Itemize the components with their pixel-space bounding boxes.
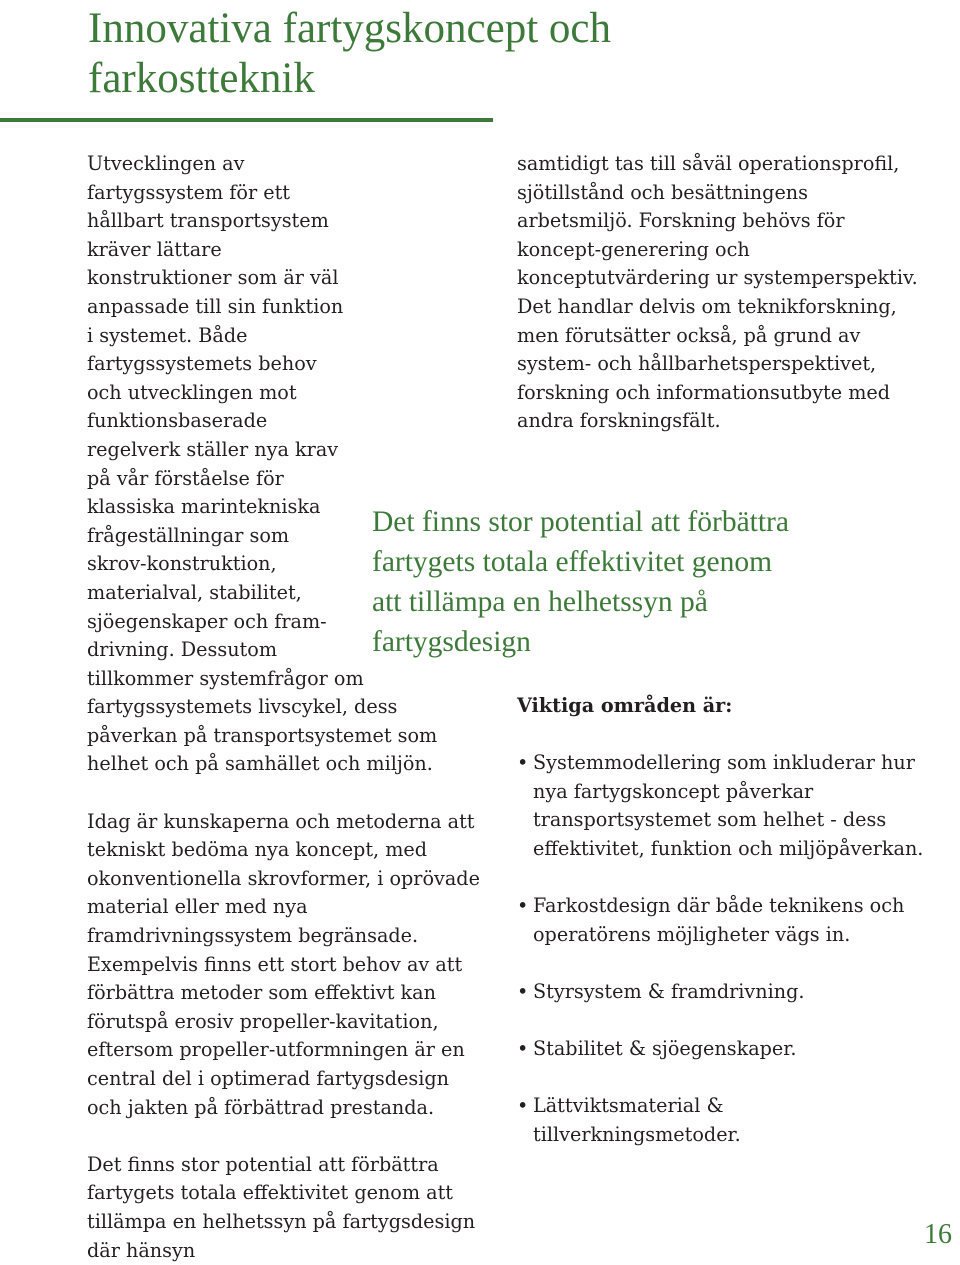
- body-paragraph-2: Idag är kunskaperna och metoderna att tekniskt bedöma nya koncept, med okonventionella skrovformer, i oprövade material eller med nya framdrivningssystem begränsade. Exempelvis finns ett stort behov av att förbättra metoder som effektivt kan förutspå erosiv propeller-kavitation, eftersom propeller-utformningen är en central del i optimerad fartygsdesign och jakten på förbättrad prestanda.: [87, 809, 480, 1119]
- bullet-icon: •: [517, 751, 529, 775]
- list-item-text: Styrsystem & framdrivning.: [533, 979, 805, 1003]
- list-item: [517, 978, 927, 1007]
- list-item: [517, 749, 927, 863]
- left-column: [87, 150, 487, 1265]
- key-areas-list: [517, 749, 927, 1149]
- bullet-icon: •: [517, 979, 529, 1003]
- body-paragraph-1: Utvecklingen av fartygssystem för ett hållbart transportsystem kräver lättare konstruktioner som är väl anpassade till sin funktion i systemet. Både fartygssystemets behov och utvecklingen mot funktionsbaserade regelverk ställer nya krav på vår förståelse för klassiska marintekniska frågeställningar som skrov-konstruktion, materialval, stabilitet, sjöegenskaper och fram-drivning. Dessutom tillkommer systemfrågor om fartygssystemets livscykel, dess påverkan på transportsystemet som helhet och på samhället och miljön.: [87, 152, 438, 776]
- key-areas-section: [517, 692, 927, 1178]
- bullet-icon: •: [517, 1094, 529, 1118]
- list-item-text: Lättviktsmaterial & tillverkningsmetoder.: [533, 1094, 741, 1146]
- body-paragraph-3: Det finns stor potential att förbättra fartygets totala effektivitet genom att tillämpa en helhetssyn på fartygsdesign där hänsyn: [87, 1152, 476, 1262]
- key-areas-heading: Viktiga områden är:: [517, 694, 733, 717]
- body-paragraph-continued: samtidigt tas till såväl operationsprofil, sjötillstånd och besättningens arbetsmiljö. Forskning behövs för koncept-generering och konceptutvärdering ur systemperspektiv. Det handlar delvis om teknikforskning, men förutsätter också, på grund av system- och hållbarhetsperspektivet, forskning och informationsutbyte med andra forskningsfält.: [517, 152, 918, 433]
- title-underline: [0, 118, 493, 122]
- list-item: [517, 892, 927, 949]
- list-item: [517, 1092, 927, 1149]
- right-column: [517, 150, 927, 436]
- list-item-text: Stabilitet & sjöegenskaper.: [533, 1037, 797, 1061]
- list-item-text: Farkostdesign där både teknikens och operatörens möjligheter vägs in.: [533, 894, 905, 946]
- pull-quote: Det finns stor potential att förbättra fartygets totala effektivitet genom att tillämpa en helhetssyn på fartygsdesign: [372, 506, 789, 658]
- list-item: [517, 1035, 927, 1064]
- list-item-text: Systemmodellering som inkluderar hur nya fartygskoncept påverkar transportsystemet som helhet - dess effektivitet, funktion och miljöpåverkan.: [533, 751, 924, 860]
- bullet-icon: •: [517, 1037, 529, 1061]
- page-title: Innovativa fartygskoncept och farkostteknik: [88, 5, 611, 102]
- page-number: 16: [924, 1219, 952, 1250]
- bullet-icon: •: [517, 894, 529, 918]
